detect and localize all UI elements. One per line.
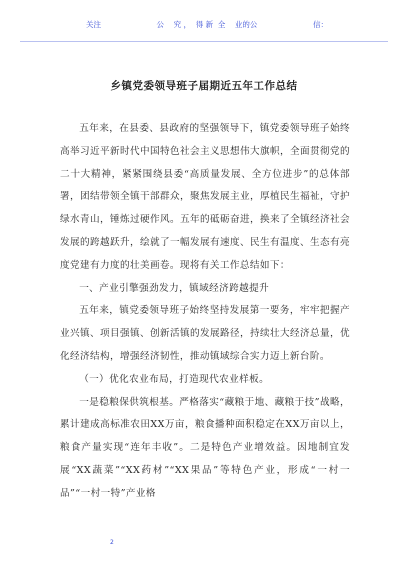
page-number: 2 <box>110 539 114 546</box>
header-left-text: 关注 <box>86 20 101 29</box>
document-title: 乡镇党委领导班子届期近五年工作总结 <box>110 80 298 92</box>
document-body <box>60 118 350 506</box>
paragraph-subsection-body: 一是稳粮保供筑根基。严格落实“藏粮于地、藏粮于技”战略，累计建成高标准农田XX万亩，粮食播种面积稳定在XX万亩以上，粮食产量实现“连年丰收”。二是特色产业增效益。因地制宜发展“XX蔬菜”“XX药材”“XX果品”等特色产业，形成“一村一品”“一村一特”产业格 <box>60 396 350 499</box>
header-right-text: 信： <box>312 20 328 29</box>
section-heading: 一、产业引擎强劲发力，镇域经济跨越提升 <box>79 282 270 294</box>
header-middle-text: 公 究 ， 得 新 全 业的公 <box>156 20 258 29</box>
subsection-heading: （一）优化农业布局，打造现代农业样板。 <box>79 373 270 385</box>
paragraph-intro: 五年来，在县委、县政府的坚强领导下，镇党委领导班子始终高举习近平新时代中国特色社会主义思想伟大旗帜，全面贯彻党的二十大精神，紧紧围绕县委“高质量发展、全方位进步”的总体部署，团结带领全镇干部群众，聚焦发展主业，厚植民生福祉，守护绿水青山，锤炼过硬作风。五年的砥砺奋进，换来了全镇经济社会发展的跨越跃升，绘就了一幅发展有速度、民生有温度、生态有亮度党建有力度的壮美画卷。现将有关工作总结如下： <box>60 123 350 271</box>
paragraph-section-intro: 五年来，镇党委领导班子始终坚持发展第一要务，牢牢把握产业兴镇、项目强镇、创新活镇的发展路径，持续壮大经济总量，优化经济结构，增强经济韧性，推动镇域综合实力迈上新台阶。 <box>60 305 350 362</box>
document-header <box>20 8 388 42</box>
